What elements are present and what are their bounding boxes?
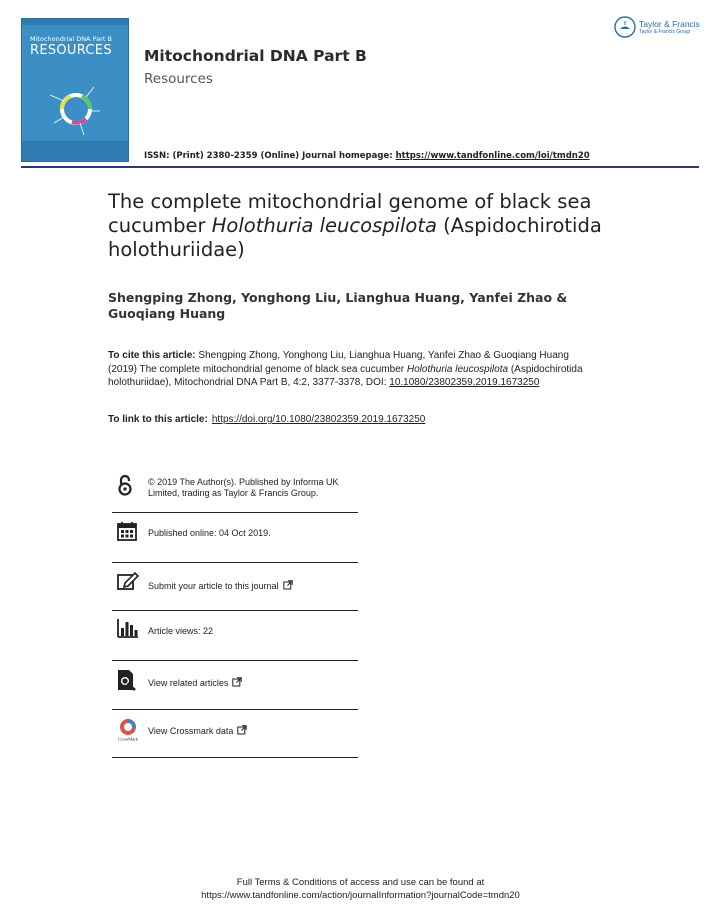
citation-species: Holothuria leucospilota bbox=[406, 363, 509, 375]
article-meta-list bbox=[112, 466, 358, 758]
cover-top-band bbox=[22, 19, 128, 25]
crossmark-row[interactable] bbox=[112, 710, 358, 758]
crossmark-label: View Crossmark data bbox=[148, 726, 234, 736]
cover-footer-band bbox=[22, 141, 128, 161]
article-title bbox=[108, 190, 628, 262]
open-access-text: © 2019 The Author(s). Published by Informa UK Limited, trading as Taylor & Francis Group. bbox=[148, 477, 339, 498]
journal-subtitle: Resources bbox=[144, 71, 213, 87]
publisher-name: Taylor & Francis bbox=[639, 19, 700, 29]
open-access-row bbox=[112, 466, 358, 513]
article-doi-link[interactable]: https://doi.org/10.1080/23802359.2019.1673250 bbox=[211, 414, 426, 425]
issn-text: ISSN: (Print) 2380-2359 (Online) Journal homepage: bbox=[144, 151, 393, 161]
external-link-icon bbox=[283, 580, 293, 590]
article-title-species: Holothuria leucospilota bbox=[211, 214, 437, 237]
citation-doi-link[interactable]: 10.1080/23802359.2019.1673250 bbox=[389, 377, 540, 388]
terms-link[interactable]: https://www.tandfonline.com/action/journalInformation?journalCode=tmdn20 bbox=[201, 889, 520, 901]
publisher-group: Taylor & Francis Group bbox=[639, 29, 691, 35]
cover-title-line1: Mitochondrial DNA Part B bbox=[30, 35, 112, 43]
citation-text: Shengping Zhong, Yonghong Liu, Lianghua Huang, Yanfei Zhao & Guoqiang Huang (2019) The complete mitochondrial genome of black sea cucumber bbox=[108, 350, 569, 375]
published-date: Published online: 04 Oct 2019. bbox=[148, 528, 271, 538]
issn-line bbox=[144, 151, 590, 161]
crossmark-icon bbox=[117, 718, 139, 742]
link-label: To link to this article: bbox=[108, 414, 208, 425]
submit-link[interactable] bbox=[148, 580, 360, 592]
header-divider bbox=[21, 166, 699, 168]
open-access-lock-icon bbox=[117, 474, 133, 496]
views-row bbox=[112, 611, 358, 661]
related-search-icon bbox=[117, 669, 137, 691]
related-label: View related articles bbox=[148, 678, 229, 688]
submit-row[interactable] bbox=[112, 563, 358, 611]
published-row bbox=[112, 513, 358, 563]
related-link[interactable] bbox=[148, 677, 360, 689]
citation-text-rest: (Aspidochirotida holothuriidae), Mitochondrial DNA Part B, 4:2, 3377-3378, DOI: bbox=[108, 363, 583, 388]
crossmark-badge-text: CrossMark bbox=[118, 736, 138, 742]
cover-genome-graphic bbox=[30, 65, 122, 145]
terms-footer bbox=[0, 877, 721, 902]
publisher-lamp-icon bbox=[614, 16, 636, 38]
submit-label: Submit your article to this journal bbox=[148, 581, 279, 591]
taylor-francis-logo[interactable] bbox=[614, 16, 704, 40]
citation-label: To cite this article: bbox=[108, 350, 196, 361]
submit-edit-icon bbox=[117, 571, 139, 591]
citation-block bbox=[108, 349, 598, 390]
journal-cover bbox=[21, 18, 129, 162]
article-title-order: (Aspidochirotida holothuriidae) bbox=[108, 214, 602, 261]
article-authors: Shengping Zhong, Yonghong Liu, Lianghua Huang, Yanfei Zhao & Guoqiang Huang bbox=[108, 290, 568, 321]
external-link-icon bbox=[232, 677, 242, 687]
journal-title: Mitochondrial DNA Part B bbox=[144, 47, 367, 65]
article-title-text: The complete mitochondrial genome of black sea cucumber bbox=[108, 190, 592, 237]
cover-title-line2: RESOURCES bbox=[30, 43, 112, 58]
crossmark-link[interactable] bbox=[148, 725, 360, 737]
bar-chart-icon bbox=[117, 618, 139, 638]
article-views: Article views: 22 bbox=[148, 626, 214, 636]
journal-homepage-link[interactable]: https://www.tandfonline.com/loi/tmdn20 bbox=[395, 151, 590, 161]
terms-line1: Full Terms & Conditions of access and use can be found at bbox=[236, 877, 485, 888]
article-link-line bbox=[108, 414, 425, 425]
external-link-icon bbox=[237, 725, 247, 735]
calendar-icon bbox=[117, 521, 137, 541]
related-row[interactable] bbox=[112, 661, 358, 710]
